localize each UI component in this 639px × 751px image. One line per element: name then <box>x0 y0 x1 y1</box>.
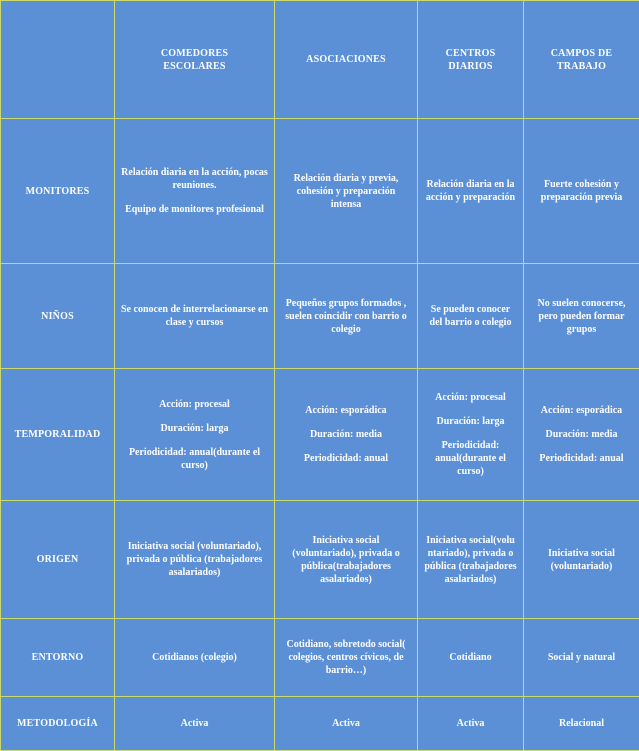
header-row <box>1 1 639 119</box>
table-row-metodologia <box>1 697 639 751</box>
cell-paragraph: Periodicidad: anual(durante el curso) <box>424 439 517 478</box>
cell-paragraph: Equipo de monitores profesional <box>121 203 268 216</box>
cell-paragraph: Periodicidad: anual <box>530 452 633 465</box>
cell-paragraph: Acción: procesal <box>424 391 517 404</box>
cell-paragraph: Iniciativa social (voluntariado) <box>530 547 633 573</box>
table-cell <box>275 264 418 369</box>
cell-paragraph: Activa <box>121 717 268 730</box>
column-header-campos: CAMPOS DE TRABAJO <box>524 1 639 119</box>
table-cell <box>275 369 418 501</box>
table-cell <box>418 619 524 697</box>
cell-paragraph: Periodicidad: anual(durante el curso) <box>121 446 268 472</box>
table-cell <box>524 501 639 619</box>
cell-paragraph: Pequeños grupos formados , suelen coincidir con barrio o colegio <box>281 297 411 336</box>
table-row-entorno <box>1 619 639 697</box>
cell-paragraph: Se pueden conocer del barrio o colegio <box>424 303 517 329</box>
column-header-centros: CENTROS DIARIOS <box>418 1 524 119</box>
cell-paragraph: Cotidianos (colegio) <box>121 651 268 664</box>
cell-paragraph: Iniciativa social (voluntariado), privada o pública (trabajadores asalariados) <box>121 540 268 579</box>
table-row-origen <box>1 501 639 619</box>
cell-paragraph: Iniciativa social(voluntariado), privada o pública (trabajadores asalariados) <box>424 534 517 586</box>
row-header-metodologia: METODOLOGÍA <box>1 697 115 751</box>
cell-paragraph: Duración: larga <box>424 415 517 428</box>
cell-paragraph: No suelen conocerse, pero pueden formar grupos <box>530 297 633 336</box>
cell-paragraph: Activa <box>281 717 411 730</box>
row-header-ninos: NIÑOS <box>1 264 115 369</box>
corner-cell <box>1 1 115 119</box>
table-cell <box>418 119 524 264</box>
table-cell <box>524 119 639 264</box>
table-row-ninos <box>1 264 639 369</box>
row-header-monitores: MONITORES <box>1 119 115 264</box>
cell-paragraph: Periodicidad: anual <box>281 452 411 465</box>
cell-paragraph: Social y natural <box>530 651 633 664</box>
table-cell <box>115 619 275 697</box>
cell-paragraph: Relación diaria en la acción, pocas reuniones. <box>121 166 268 192</box>
cell-paragraph: Relación diaria en la acción y preparación <box>424 178 517 204</box>
row-header-origen: ORIGEN <box>1 501 115 619</box>
cell-paragraph: Relación diaria y previa, cohesión y preparación intensa <box>281 172 411 211</box>
cell-paragraph: Cotidiano, sobretodo social( colegios, centros cívicos, de barrio…) <box>281 638 411 677</box>
cell-paragraph: Duración: media <box>530 428 633 441</box>
row-header-entorno: ENTORNO <box>1 619 115 697</box>
table-cell <box>524 619 639 697</box>
cell-paragraph: Duración: larga <box>121 422 268 435</box>
cell-paragraph: Activa <box>424 717 517 730</box>
table-cell <box>115 501 275 619</box>
cell-paragraph: Acción: esporádica <box>281 404 411 417</box>
table-cell <box>115 264 275 369</box>
cell-paragraph: Acción: esporádica <box>530 404 633 417</box>
cell-paragraph: Iniciativa social (voluntariado), privada o pública(trabajadores asalariados) <box>281 534 411 586</box>
column-header-asociaciones: ASOCIACIONES <box>275 1 418 119</box>
cell-paragraph: Duración: media <box>281 428 411 441</box>
row-header-temporalidad: TEMPORALIDAD <box>1 369 115 501</box>
table-cell <box>418 697 524 751</box>
cell-paragraph: Se conocen de interrelacionarse en clase y cursos <box>121 303 268 329</box>
table-cell <box>524 369 639 501</box>
table-cell <box>524 697 639 751</box>
table-cell <box>115 369 275 501</box>
table-cell <box>418 369 524 501</box>
cell-paragraph: Fuerte cohesión y preparación previa <box>530 178 633 204</box>
table-cell <box>275 619 418 697</box>
column-header-comedores: COMEDORES ESCOLARES <box>115 1 275 119</box>
cell-paragraph: Acción: procesal <box>121 398 268 411</box>
cell-paragraph: Relacional <box>530 717 633 730</box>
table-cell <box>275 697 418 751</box>
table-row-temporalidad <box>1 369 639 501</box>
table-cell <box>115 697 275 751</box>
table-cell <box>275 119 418 264</box>
table-cell <box>418 501 524 619</box>
table-cell <box>275 501 418 619</box>
table-row-monitores <box>1 119 639 264</box>
table-cell <box>418 264 524 369</box>
cell-paragraph: Cotidiano <box>424 651 517 664</box>
table-cell <box>524 264 639 369</box>
table-cell <box>115 119 275 264</box>
